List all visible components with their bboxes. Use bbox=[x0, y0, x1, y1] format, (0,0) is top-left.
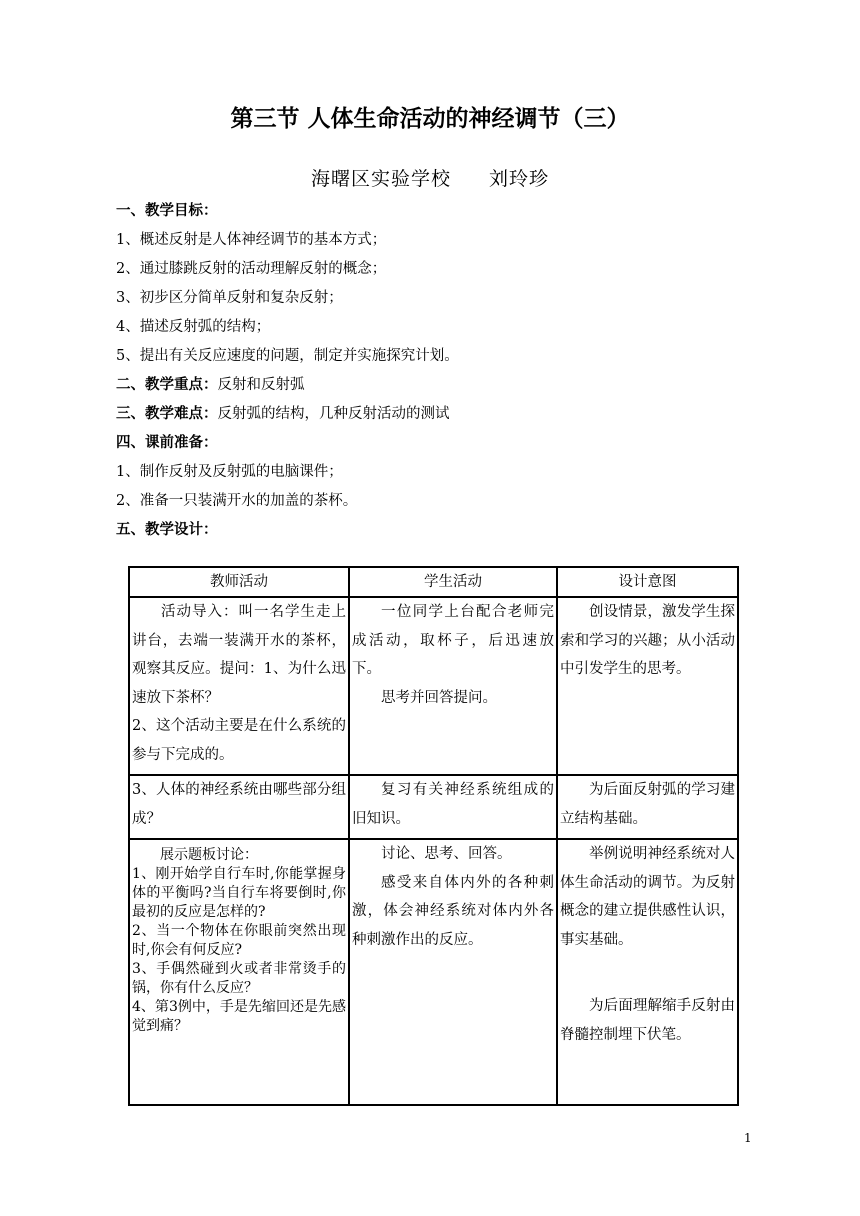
table-row bbox=[129, 597, 738, 775]
cell-paragraph: 创设情景，激发学生探索和学习的兴趣；从小活动中引发学生的思考。 bbox=[560, 604, 735, 677]
cell-paragraph: 3、人体的神经系统由哪些部分组成？ bbox=[132, 782, 346, 827]
teacher-cell bbox=[129, 839, 349, 1105]
goal-item: 1、概述反射是人体神经调节的基本方式； bbox=[116, 232, 387, 248]
document-title: 第三节 人体生命活动的神经调节（三） bbox=[230, 106, 630, 132]
goal-item: 2、通过膝跳反射的活动理解反射的概念； bbox=[116, 261, 387, 277]
cell-paragraph: 举例说明神经系统对人体生命活动的调节。为反射概念的建立提供感性认识，事实基础。 bbox=[560, 846, 735, 948]
cell-paragraph: 复习有关神经系统组成的旧知识。 bbox=[352, 782, 554, 827]
author-line bbox=[0, 164, 860, 191]
design-table bbox=[128, 566, 739, 1106]
header-student: 学生活动 bbox=[349, 567, 557, 597]
difficult-text: 反射弧的结构，几种反射活动的测试 bbox=[217, 406, 450, 422]
key-points bbox=[116, 371, 766, 400]
header-teacher: 教师活动 bbox=[129, 567, 349, 597]
goal-item: 3、初步区分简单反射和复杂反射； bbox=[116, 290, 343, 306]
cell-paragraph: 讨论、思考、回答。 bbox=[381, 846, 512, 862]
prep-item: 1、制作反射及反射弧的电脑课件； bbox=[116, 464, 343, 480]
goal-item: 5、提出有关反应速度的问题，制定并实施探究计划。 bbox=[116, 348, 459, 364]
intent-cell bbox=[557, 775, 738, 839]
table-row bbox=[129, 839, 738, 1105]
outline bbox=[116, 197, 766, 545]
student-cell bbox=[349, 775, 557, 839]
prep-heading: 四、课前准备： bbox=[116, 435, 218, 451]
key-text: 反射和反射弧 bbox=[217, 377, 305, 393]
cell-paragraph: 活动导入：叫一名学生走上讲台，去端一装满开水的茶杯，观察其反应。提问：1、为什么迅速放下茶杯？ bbox=[132, 604, 346, 706]
goals-heading: 一、教学目标： bbox=[116, 203, 218, 219]
prep-item: 2、准备一只装满开水的加盖的茶杯。 bbox=[116, 493, 358, 509]
school-name: 海曙区实验学校 bbox=[310, 168, 451, 190]
table-row bbox=[129, 775, 738, 839]
student-cell bbox=[349, 597, 557, 775]
cell-paragraph: 1、刚开始学自行车时,你能掌握身体的平衡吗?当自行车将要倒时,你最初的反应是怎样的? bbox=[132, 866, 346, 920]
key-heading: 二、教学重点： bbox=[116, 377, 218, 393]
cell-paragraph: 2、当一个物体在你眼前突然出现时,你会有何反应? bbox=[132, 923, 346, 958]
cell-paragraph: 展示题板讨论： bbox=[160, 847, 258, 863]
cell-paragraph: 思考并回答提问。 bbox=[381, 689, 497, 706]
difficult-points bbox=[116, 400, 766, 429]
design-heading: 五、教学设计： bbox=[116, 522, 218, 538]
intent-cell bbox=[557, 839, 738, 1105]
cell-paragraph: 感受来自体内外的各种刺激，体会神经系统对体内外各种刺激作出的反应。 bbox=[352, 874, 554, 948]
teacher-cell bbox=[129, 597, 349, 775]
spacer bbox=[560, 954, 735, 992]
teacher-cell bbox=[129, 775, 349, 839]
author-name: 刘玲珍 bbox=[489, 168, 550, 190]
difficult-heading: 三、教学难点： bbox=[116, 406, 218, 422]
table-header-row bbox=[129, 567, 738, 597]
cell-paragraph: 为后面反射弧的学习建立结构基础。 bbox=[560, 782, 735, 827]
page-number: 1 bbox=[744, 1131, 752, 1145]
goal-item: 4、描述反射弧的结构； bbox=[116, 319, 271, 335]
cell-paragraph: 2、这个活动主要是在什么系统的参与下完成的。 bbox=[132, 718, 346, 763]
intent-cell bbox=[557, 597, 738, 775]
cell-paragraph: 4、第3例中，手是先缩回还是先感觉到痛？ bbox=[132, 999, 346, 1034]
header-intent: 设计意图 bbox=[557, 567, 738, 597]
student-cell bbox=[349, 839, 557, 1105]
cell-paragraph: 为后面理解缩手反射由脊髓控制埋下伏笔。 bbox=[560, 998, 735, 1043]
cell-paragraph: 3、手偶然碰到火或者非常烫手的锅，你有什么反应？ bbox=[132, 961, 346, 996]
cell-paragraph: 一位同学上台配合老师完成活动，取杯子，后迅速放下。 bbox=[352, 604, 554, 677]
